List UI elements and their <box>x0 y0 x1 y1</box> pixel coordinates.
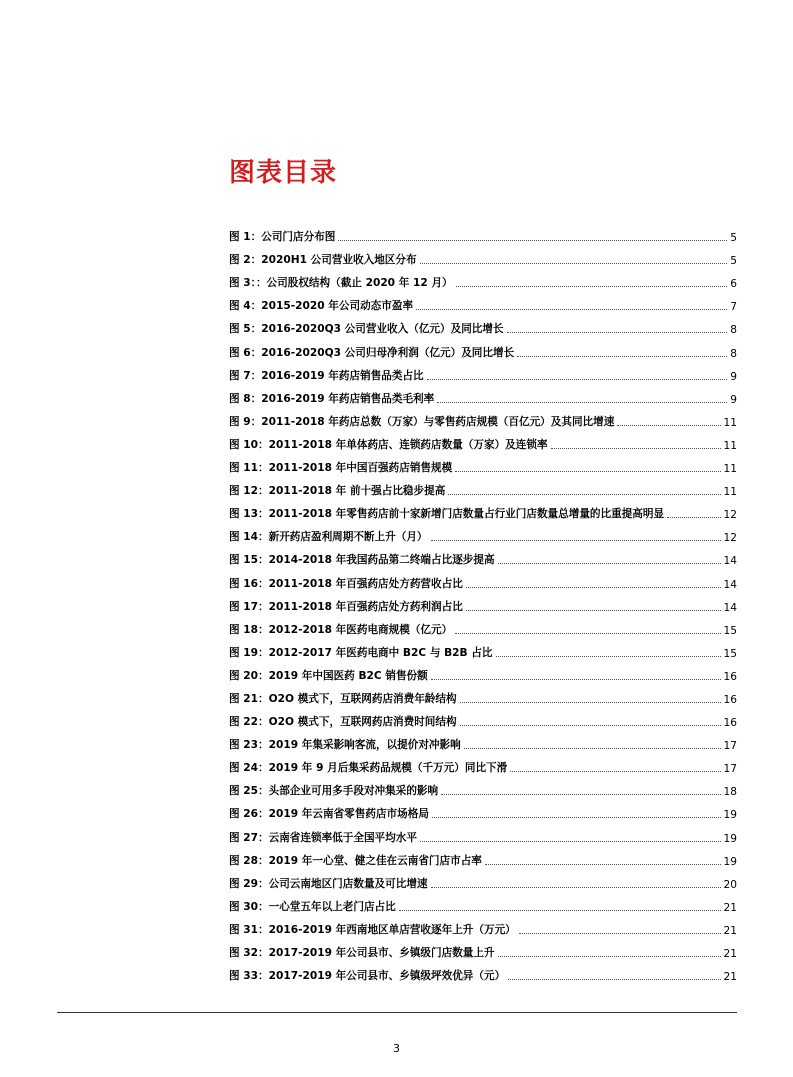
toc-entry-page: 16 <box>723 717 737 730</box>
toc-leader-dots <box>498 563 721 564</box>
toc-leader-dots <box>448 494 720 495</box>
toc-entry[interactable] <box>229 775 737 798</box>
toc-entry-page: 19 <box>723 809 737 822</box>
toc-entry[interactable] <box>229 683 737 706</box>
toc-entry-label: 图 28：2019 年一心堂、健之佳在云南省门店市占率 <box>229 854 482 867</box>
toc-entry[interactable] <box>229 452 737 475</box>
toc-entry-label: 图 31：2016-2019 年西南地区单店营收逐年上升（万元） <box>229 923 516 936</box>
toc-entry-page: 14 <box>723 601 737 614</box>
toc-entry-label: 图 7：2016-2019 年药店销售品类占比 <box>229 369 424 382</box>
toc-entry-page: 19 <box>723 855 737 868</box>
toc-entry[interactable] <box>229 914 737 937</box>
toc-entry-label: 图 2：2020H1 公司营业收入地区分布 <box>229 254 417 267</box>
toc-entry-label: 图 11：2011-2018 年中国百强药店销售规模 <box>229 462 453 475</box>
toc-entry[interactable] <box>229 521 737 544</box>
toc-entry-page: 16 <box>723 670 737 683</box>
toc-entry-page: 21 <box>723 948 737 960</box>
toc-entry-page: 11 <box>723 486 737 499</box>
toc-leader-dots <box>667 517 720 518</box>
toc-entry-page: 7 <box>730 301 737 314</box>
toc-leader-dots <box>617 425 720 426</box>
toc-leader-dots <box>420 263 728 264</box>
toc-entry[interactable] <box>229 729 737 752</box>
toc-entry-page: 17 <box>723 740 737 753</box>
page-title: 图表目录 <box>229 158 338 188</box>
toc-entry[interactable] <box>229 498 737 521</box>
toc-entry-label: 图 20：2019 年中国医药 B2C 销售份额 <box>229 669 428 682</box>
toc-entry-page: 21 <box>723 901 737 914</box>
toc-entry-label: 图 3：：公司股权结构（截止 2020 年 12 月） <box>229 277 453 290</box>
toc-entry-label: 图 32：2017-2019 年公司县市、乡镇级门店数量上升 <box>229 947 495 959</box>
toc-entry-page: 15 <box>723 647 737 660</box>
toc-leader-dots <box>519 933 721 934</box>
toc-entry-page: 21 <box>723 971 737 984</box>
toc-entry-page: 5 <box>730 255 737 268</box>
toc-leader-dots <box>464 748 721 749</box>
toc-entry-label: 图 12：2011-2018 年 前十强占比稳步提高 <box>229 485 446 498</box>
toc-entry-label: 图 4：2015-2020 年公司动态市盈率 <box>229 300 414 313</box>
toc-entry-label: 图 13：2011-2018 年零售药店前十家新增门店数量占行业门店数量总增量的比重提高明显 <box>229 508 665 521</box>
footer-divider <box>57 1012 737 1013</box>
toc-entry[interactable] <box>229 891 737 914</box>
toc-entry[interactable] <box>229 429 737 452</box>
toc-entry[interactable] <box>229 360 737 383</box>
toc-entry[interactable] <box>229 290 737 313</box>
toc-entry-label: 图 14：新开药店盈利周期不断上升（月） <box>229 531 428 544</box>
toc-entry[interactable] <box>229 567 737 590</box>
toc-entry-page: 17 <box>723 763 737 776</box>
toc-entry-label: 图 33：2017-2019 年公司县市、乡镇级坪效优异（元） <box>229 970 506 983</box>
toc-entry-page: 11 <box>723 439 737 452</box>
toc-entry[interactable] <box>229 267 737 290</box>
toc-leader-dots <box>466 610 721 611</box>
toc-entry-page: 14 <box>723 555 737 568</box>
toc-entry-label: 图 29：公司云南地区门店数量及可比增速 <box>229 877 428 890</box>
toc-entry[interactable] <box>229 706 737 729</box>
toc-entry-label: 图 26：2019 年云南省零售药店市场格局 <box>229 808 429 821</box>
toc-entry-label: 图 1：公司门店分布图 <box>229 231 336 244</box>
toc-leader-dots <box>507 332 728 333</box>
toc-leader-dots <box>455 471 720 472</box>
toc-leader-dots <box>466 587 721 588</box>
toc-entry[interactable] <box>229 614 737 637</box>
toc-entry-page: 5 <box>730 232 737 245</box>
toc-leader-dots <box>498 956 721 957</box>
toc-entry-page: 6 <box>730 278 737 291</box>
toc-leader-dots <box>496 656 721 657</box>
toc-leader-dots <box>460 725 721 726</box>
toc-entry-label: 图 19：2012-2017 年医药电商中 B2C 与 B2B 占比 <box>229 646 493 659</box>
toc-leader-dots <box>420 841 721 842</box>
toc-leader-dots <box>456 286 728 287</box>
toc-leader-dots <box>437 402 727 403</box>
toc-entry[interactable] <box>229 383 737 406</box>
toc-entry-page: 8 <box>730 347 737 360</box>
toc-entry-page: 9 <box>730 370 737 383</box>
toc-entry[interactable] <box>229 845 737 868</box>
toc-entry[interactable] <box>229 591 737 614</box>
toc-entry[interactable] <box>229 336 737 359</box>
toc-entry-label: 图 24：2019 年 9 月后集采药品规模（千万元）同比下滑 <box>229 762 508 775</box>
toc-leader-dots <box>441 794 720 795</box>
toc-leader-dots <box>460 702 721 703</box>
toc-leader-dots <box>510 771 720 772</box>
toc-entry-page: 14 <box>723 578 737 591</box>
toc-entry-label: 图 15：2014-2018 年我国药品第二终端占比逐步提高 <box>229 554 495 567</box>
toc-leader-dots <box>431 540 721 541</box>
toc-entry[interactable] <box>229 244 737 267</box>
toc-leader-dots <box>485 864 721 865</box>
toc-entry-label: 图 6：2016-2020Q3 公司归母净利润（亿元）及同比增长 <box>229 346 515 359</box>
toc-entry[interactable] <box>229 660 737 683</box>
toc-entry[interactable] <box>229 937 737 960</box>
toc-entry[interactable] <box>229 221 737 244</box>
toc-entry-page: 12 <box>723 509 737 522</box>
figure-toc-list <box>229 221 737 983</box>
toc-leader-dots <box>431 679 721 680</box>
toc-entry-page: 11 <box>723 463 737 476</box>
toc-entry-label: 图 27：云南省连锁率低于全国平均水平 <box>229 831 417 844</box>
toc-entry-page: 16 <box>723 693 737 706</box>
toc-entry-page: 8 <box>730 324 737 337</box>
toc-entry-label: 图 16：2011-2018 年百强药店处方药营收占比 <box>229 577 463 590</box>
toc-entry[interactable] <box>229 798 737 821</box>
toc-entry[interactable] <box>229 475 737 498</box>
toc-entry[interactable] <box>229 868 737 891</box>
toc-entry-page: 18 <box>723 786 737 799</box>
toc-leader-dots <box>508 979 720 980</box>
toc-entry-label: 图 9：2011-2018 年药店总数（万家）与零售药店规模（百亿元）及其同比增速 <box>229 415 615 428</box>
toc-entry[interactable] <box>229 637 737 660</box>
toc-leader-dots <box>338 240 727 241</box>
toc-entry-label: 图 5：2016-2020Q3 公司营业收入（亿元）及同比增长 <box>229 323 504 336</box>
toc-entry-label: 图 23：2019 年集采影响客流，以提价对冲影响 <box>229 739 461 752</box>
toc-entry-page: 12 <box>723 532 737 545</box>
toc-entry-label: 图 18：2012-2018 年医药电商规模（亿元） <box>229 623 453 636</box>
toc-entry[interactable] <box>229 752 737 775</box>
toc-leader-dots <box>517 356 727 357</box>
toc-entry-page: 9 <box>730 393 737 406</box>
toc-entry-label: 图 21：O2O 模式下，互联网药店消费年龄结构 <box>229 692 457 705</box>
toc-entry[interactable] <box>229 544 737 567</box>
page-number: 3 <box>393 1042 400 1055</box>
toc-entry-label: 图 10：2011-2018 年单体药店、连锁药店数量（万家）及连锁率 <box>229 438 548 451</box>
toc-entry-page: 19 <box>723 832 737 845</box>
toc-leader-dots <box>399 910 721 911</box>
toc-leader-dots <box>551 448 721 449</box>
toc-entry[interactable] <box>229 313 737 336</box>
toc-leader-dots <box>432 817 721 818</box>
toc-entry-label: 图 17：2011-2018 年百强药店处方药利润占比 <box>229 600 463 613</box>
toc-leader-dots <box>416 309 727 310</box>
toc-entry-page: 11 <box>723 416 737 429</box>
toc-leader-dots <box>427 379 728 380</box>
toc-entry-label: 图 25：头部企业可用多手段对冲集采的影响 <box>229 785 439 798</box>
toc-entry-label: 图 22：O2O 模式下，互联网药店消费时间结构 <box>229 716 457 729</box>
toc-entry[interactable] <box>229 821 737 844</box>
toc-entry-page: 21 <box>723 924 737 937</box>
toc-entry-page: 15 <box>723 624 737 637</box>
toc-entry-label: 图 8：2016-2019 年药店销售品类毛利率 <box>229 392 435 405</box>
toc-leader-dots <box>431 887 721 888</box>
toc-entry-label: 图 30：一心堂五年以上老门店占比 <box>229 900 396 913</box>
toc-entry-page: 20 <box>723 878 737 891</box>
toc-entry[interactable] <box>229 406 737 429</box>
toc-leader-dots <box>455 633 720 634</box>
toc-entry[interactable] <box>229 960 737 983</box>
